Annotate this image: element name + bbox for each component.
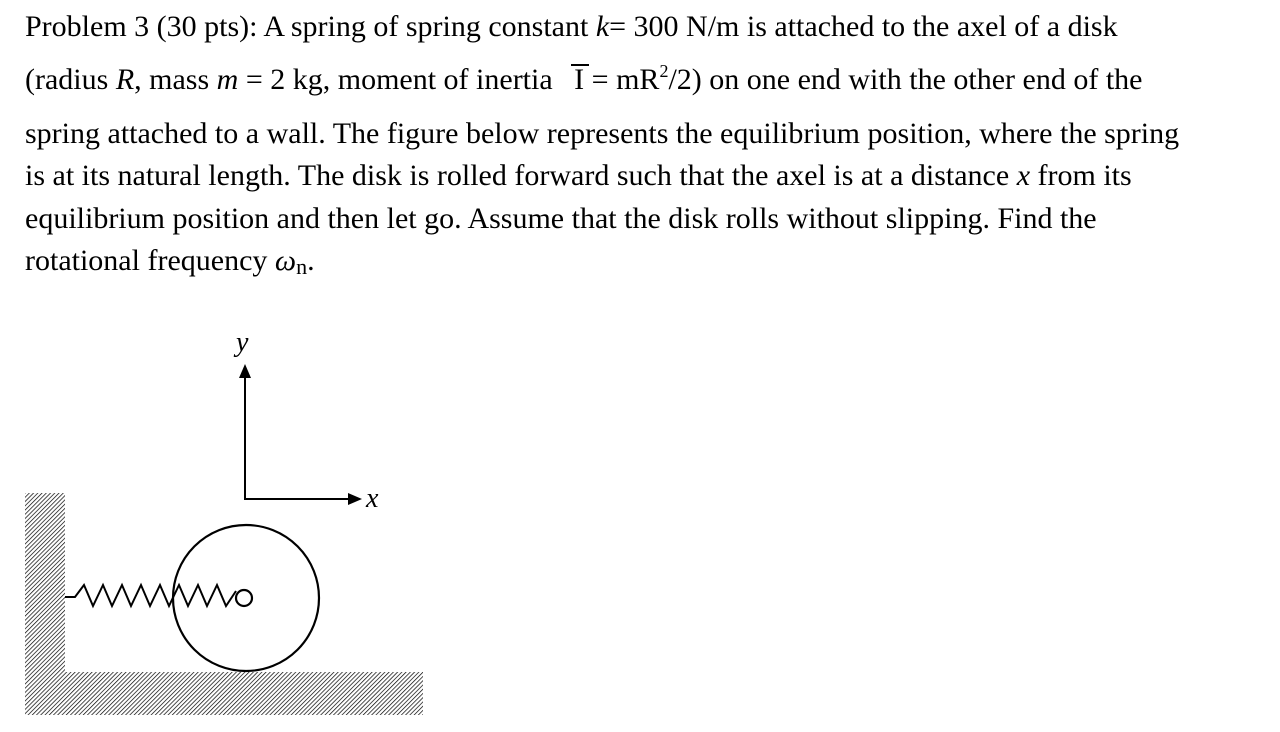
line6-lead: rotational frequency	[25, 244, 268, 277]
line4-lead: is at its natural length. The disk is rolled forward such that the axel is at a distance	[25, 159, 1010, 192]
problem-line-3: spring attached to a wall. The figure below represents the equilibrium position, where the spring	[25, 117, 1180, 150]
spring-disk-figure	[0, 320, 460, 732]
y-axis-label: y	[236, 327, 249, 358]
problem-line-5: equilibrium position and then let go. Assume that the disk rolls without slipping. Find the	[25, 202, 1097, 235]
problem-line-4	[25, 161, 1132, 191]
problem-line-6	[25, 246, 315, 278]
r-symbol: R	[115, 63, 135, 96]
inertia-power: 2	[659, 61, 669, 81]
problem-lead: Problem 3 (30 pts): A spring of spring constant	[25, 10, 589, 43]
inertia-symbol: I	[574, 63, 585, 96]
axle	[236, 590, 252, 606]
omega-subscript: n	[296, 254, 308, 279]
omega-symbol: ω	[274, 244, 297, 277]
m-symbol: m	[216, 63, 239, 96]
line2-tail: /2) on one end with the other end of the	[668, 63, 1143, 96]
coordinate-axes	[233, 327, 379, 514]
line6-end: .	[307, 244, 315, 277]
y-axis-arrowhead	[239, 364, 251, 378]
line4-tail: from its	[1037, 159, 1132, 192]
problem-line-1	[25, 12, 1118, 42]
k-value: = 300 N/m is attached to the axel of a disk	[609, 10, 1118, 43]
floor	[25, 672, 423, 715]
x-symbol: x	[1016, 159, 1031, 192]
mass-value: = 2 kg, moment of inertia	[245, 63, 553, 96]
x-axis-arrowhead	[348, 493, 362, 505]
radius-open: (radius	[25, 63, 109, 96]
k-symbol: k	[595, 10, 610, 43]
x-axis-label: x	[366, 483, 379, 514]
problem-line-2	[25, 61, 1143, 96]
spring	[65, 585, 236, 606]
inertia-value: = mR	[591, 63, 660, 96]
mass-label: , mass	[134, 63, 210, 96]
